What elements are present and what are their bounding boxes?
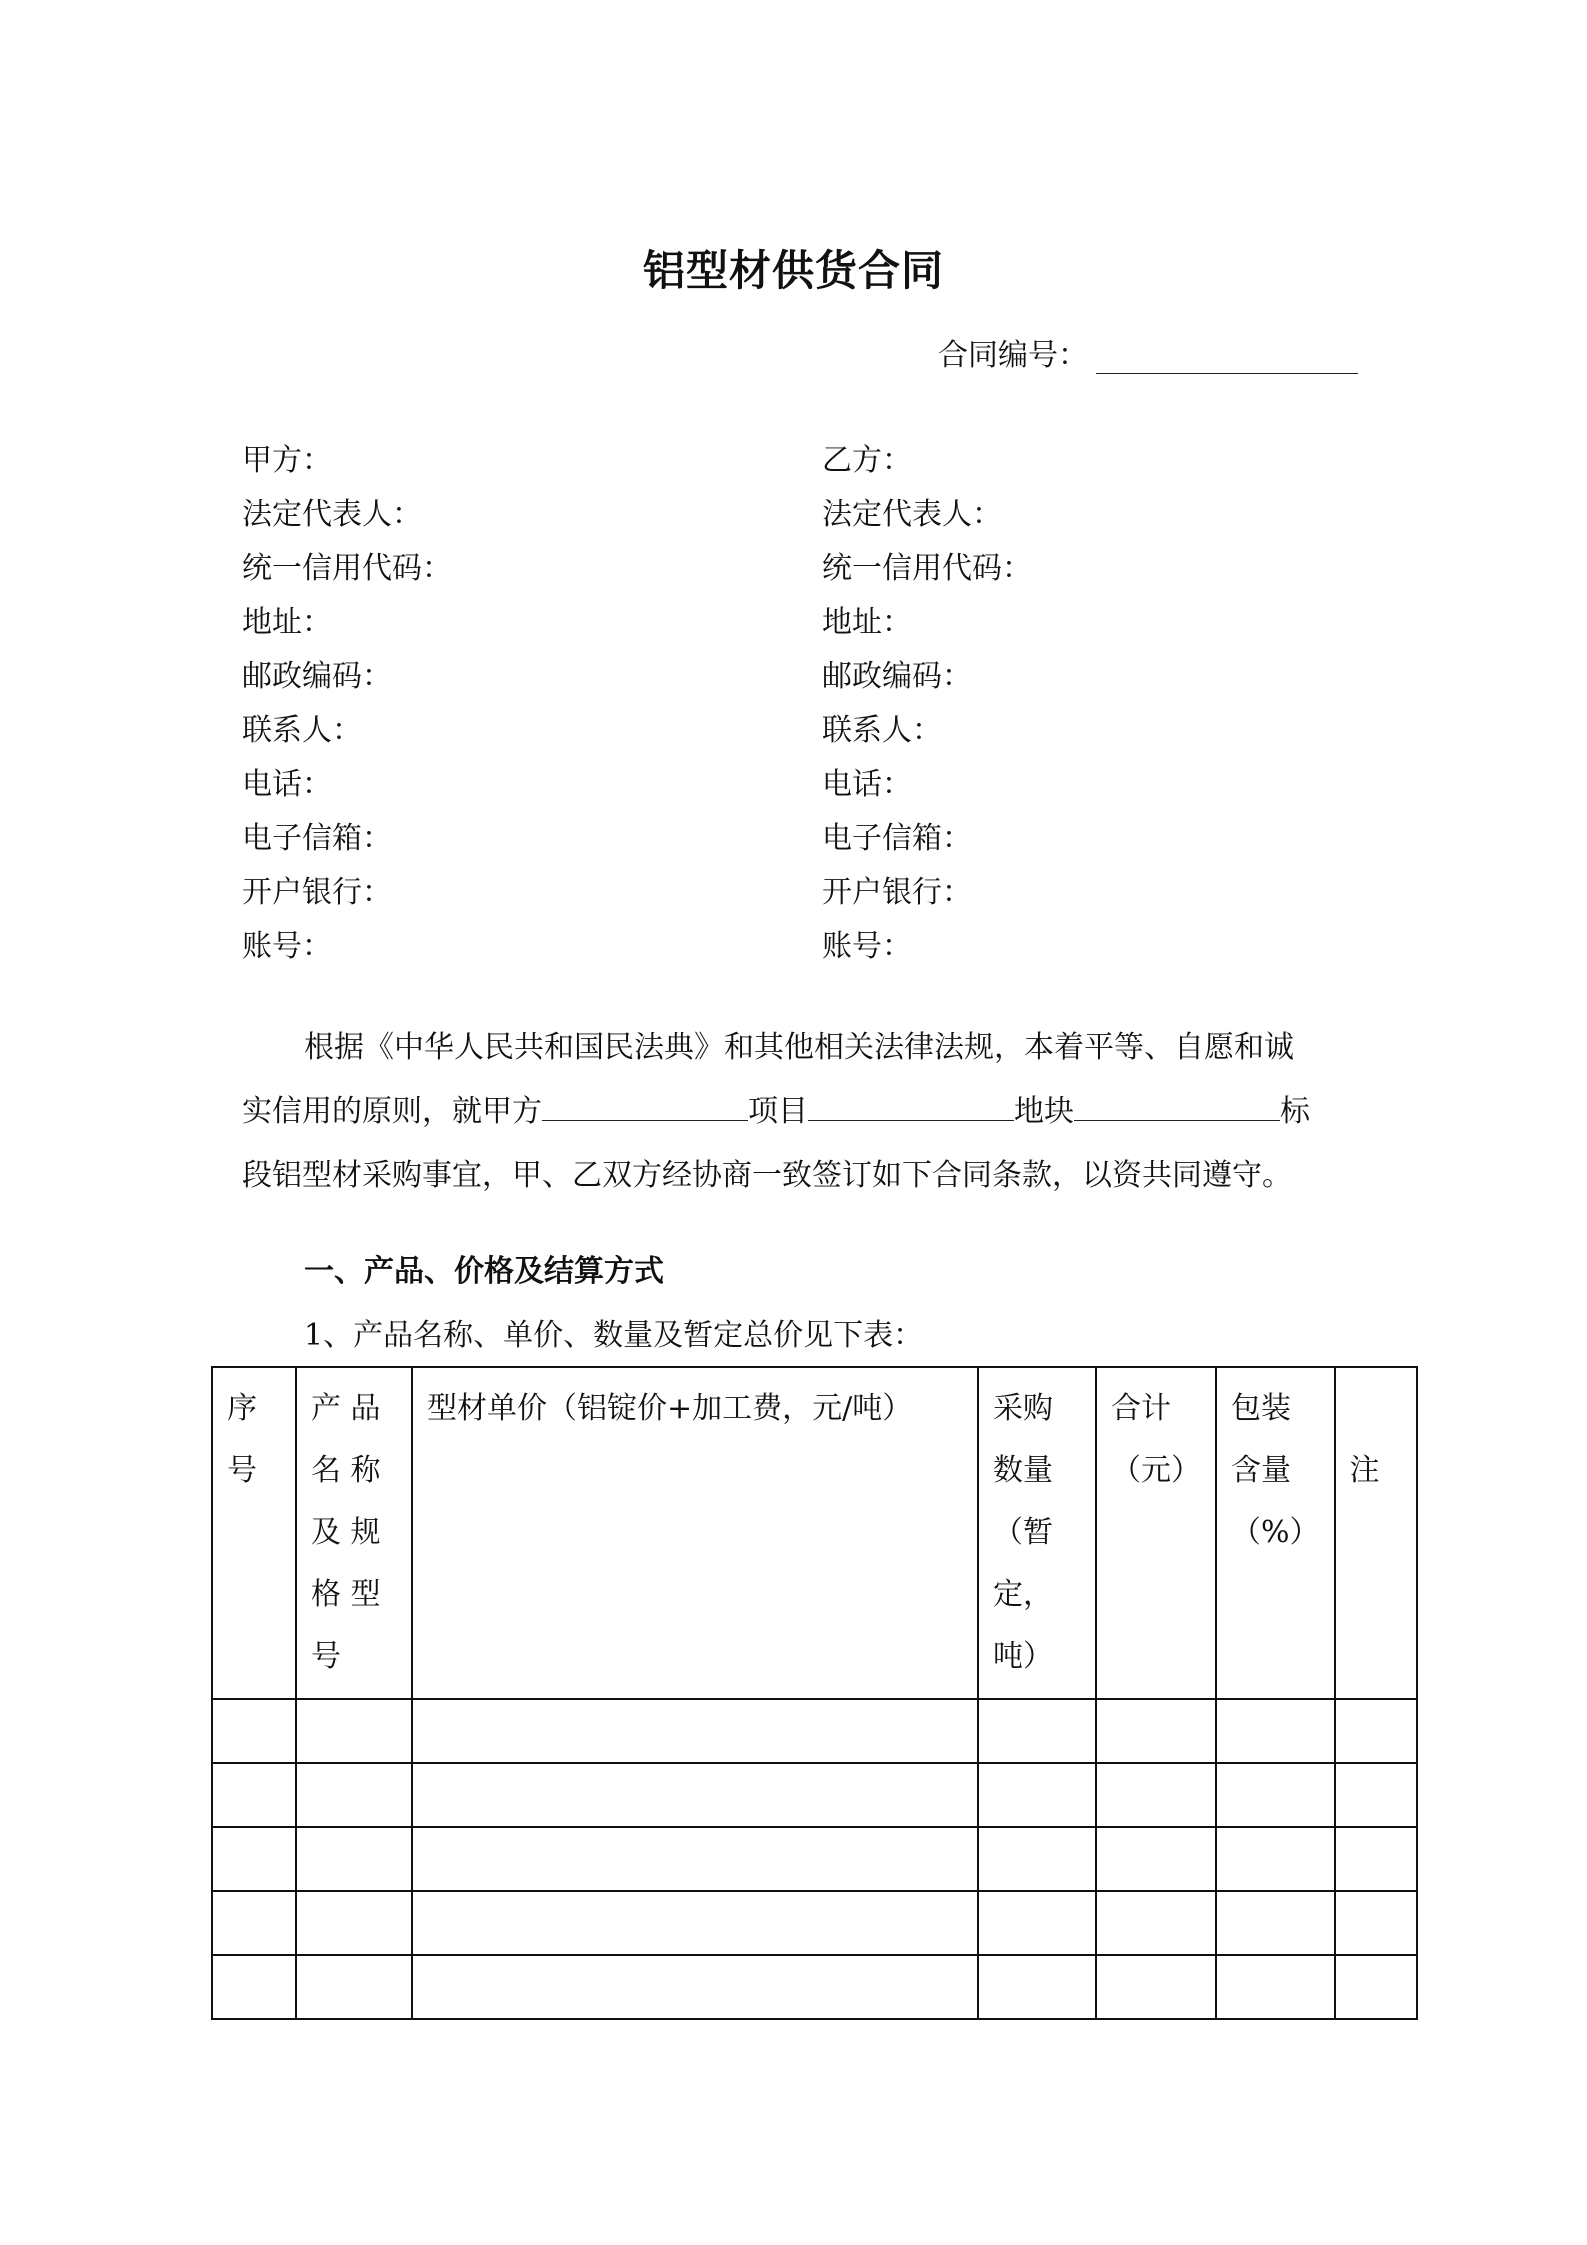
party-a-account: 账号： bbox=[242, 929, 332, 964]
cell[interactable] bbox=[1096, 1955, 1216, 2019]
table-row bbox=[212, 1891, 1417, 1955]
party-a-email: 电子信箱： bbox=[242, 821, 392, 856]
product-table bbox=[211, 1366, 1418, 2020]
party-b-postcode: 邮政编码： bbox=[822, 659, 972, 694]
party-a-blank[interactable] bbox=[542, 1088, 748, 1121]
cell[interactable] bbox=[296, 1699, 412, 1763]
header-packaging: 包装 含量 （%） bbox=[1216, 1367, 1335, 1699]
party-b-contact: 联系人： bbox=[822, 713, 942, 748]
header-quantity: 采购 数量 （暂 定， 吨） bbox=[978, 1367, 1096, 1699]
preamble-paragraph bbox=[242, 1016, 1360, 1208]
party-a-bank: 开户银行： bbox=[242, 875, 392, 910]
cell[interactable] bbox=[1096, 1699, 1216, 1763]
contract-number bbox=[938, 330, 1358, 374]
cell[interactable] bbox=[978, 1955, 1096, 2019]
cell[interactable] bbox=[412, 1763, 978, 1827]
party-b-legal-rep: 法定代表人： bbox=[822, 497, 1002, 532]
party-a-name: 甲方： bbox=[242, 443, 332, 478]
cell[interactable] bbox=[1335, 1763, 1417, 1827]
cell[interactable] bbox=[1216, 1763, 1335, 1827]
party-a-credit-code: 统一信用代码： bbox=[242, 551, 452, 586]
cell[interactable] bbox=[1335, 1955, 1417, 2019]
preamble-text-d: 标 bbox=[1280, 1094, 1310, 1129]
party-b-email: 电子信箱： bbox=[822, 821, 972, 856]
cell[interactable] bbox=[212, 1763, 296, 1827]
section-1-subheading: 1、产品名称、单价、数量及暂定总价见下表： bbox=[304, 1318, 924, 1353]
cell[interactable] bbox=[978, 1699, 1096, 1763]
cell[interactable] bbox=[1216, 1955, 1335, 2019]
preamble-text-c: 地块 bbox=[1014, 1094, 1074, 1129]
party-b-phone: 电话： bbox=[822, 767, 912, 802]
cell[interactable] bbox=[978, 1891, 1096, 1955]
cell[interactable] bbox=[1216, 1699, 1335, 1763]
cell[interactable] bbox=[212, 1955, 296, 2019]
preamble-text-b: 项目 bbox=[748, 1094, 808, 1129]
cell[interactable] bbox=[412, 1955, 978, 2019]
cell[interactable] bbox=[1335, 1699, 1417, 1763]
preamble-text-a: 实信用的原则，就甲方 bbox=[242, 1094, 542, 1129]
party-b-name: 乙方： bbox=[822, 443, 912, 478]
party-b-bank: 开户银行： bbox=[822, 875, 972, 910]
cell[interactable] bbox=[1335, 1827, 1417, 1891]
cell[interactable] bbox=[296, 1763, 412, 1827]
header-unit-price: 型材单价（铝锭价+加工费，元/吨） bbox=[412, 1367, 978, 1699]
party-b-account: 账号： bbox=[822, 929, 912, 964]
cell[interactable] bbox=[212, 1699, 296, 1763]
header-total: 合计 （元） bbox=[1096, 1367, 1216, 1699]
header-note: 注 bbox=[1335, 1367, 1417, 1699]
preamble-line-1: 根据《中华人民共和国民法典》和其他相关法律法规，本着平等、自愿和诚 bbox=[304, 1030, 1294, 1065]
preamble-line-2 bbox=[242, 1080, 1360, 1144]
party-a-phone: 电话： bbox=[242, 767, 332, 802]
party-a-block bbox=[242, 434, 452, 974]
cell[interactable] bbox=[1096, 1891, 1216, 1955]
cell[interactable] bbox=[412, 1699, 978, 1763]
party-a-address: 地址： bbox=[242, 605, 332, 640]
table-row bbox=[212, 1763, 1417, 1827]
cell[interactable] bbox=[1096, 1763, 1216, 1827]
cell[interactable] bbox=[412, 1891, 978, 1955]
project-blank[interactable] bbox=[808, 1088, 1014, 1121]
cell[interactable] bbox=[1216, 1827, 1335, 1891]
cell[interactable] bbox=[1335, 1891, 1417, 1955]
cell[interactable] bbox=[978, 1827, 1096, 1891]
cell[interactable] bbox=[1096, 1827, 1216, 1891]
cell[interactable] bbox=[212, 1891, 296, 1955]
plot-blank[interactable] bbox=[1074, 1088, 1280, 1121]
cell[interactable] bbox=[296, 1891, 412, 1955]
cell[interactable] bbox=[296, 1827, 412, 1891]
header-product-name: 产 品 名 称 及 规 格 型 号 bbox=[296, 1367, 412, 1699]
contract-number-blank[interactable] bbox=[1096, 341, 1358, 374]
header-no: 序 号 bbox=[212, 1367, 296, 1699]
party-b-credit-code: 统一信用代码： bbox=[822, 551, 1032, 586]
party-a-contact: 联系人： bbox=[242, 713, 362, 748]
document-title: 铝型材供货合同 bbox=[642, 246, 944, 295]
party-a-postcode: 邮政编码： bbox=[242, 659, 392, 694]
cell[interactable] bbox=[296, 1955, 412, 2019]
table-header-row bbox=[212, 1367, 1417, 1699]
cell[interactable] bbox=[1216, 1891, 1335, 1955]
section-1-heading: 一、产品、价格及结算方式 bbox=[304, 1254, 664, 1289]
preamble-line-3: 段铝型材采购事宜，甲、乙双方经协商一致签订如下合同条款，以资共同遵守。 bbox=[242, 1158, 1292, 1193]
party-b-address: 地址： bbox=[822, 605, 912, 640]
contract-number-label: 合同编号： bbox=[938, 338, 1088, 373]
party-b-block bbox=[822, 434, 1032, 974]
table-row bbox=[212, 1955, 1417, 2019]
cell[interactable] bbox=[412, 1827, 978, 1891]
cell[interactable] bbox=[212, 1827, 296, 1891]
table-row bbox=[212, 1699, 1417, 1763]
cell[interactable] bbox=[978, 1763, 1096, 1827]
party-a-legal-rep: 法定代表人： bbox=[242, 497, 422, 532]
table-row bbox=[212, 1827, 1417, 1891]
